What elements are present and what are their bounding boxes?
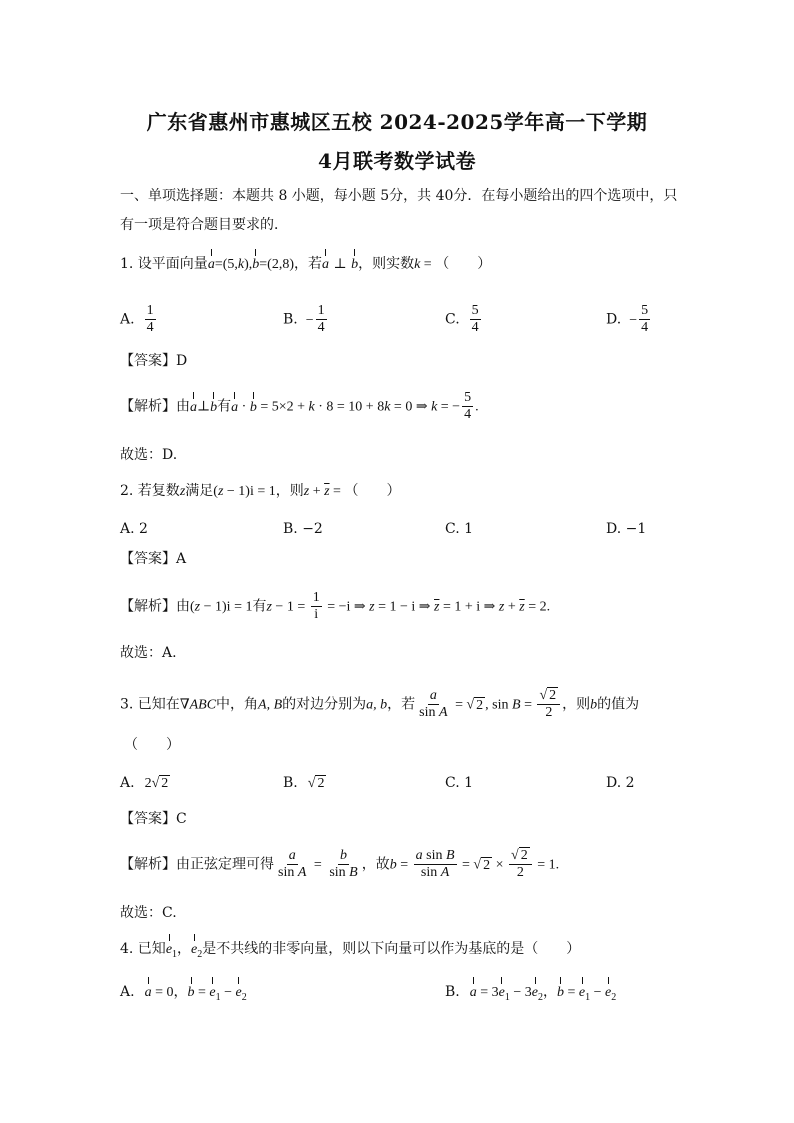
q1-mid2: ，则实数 (358, 256, 415, 272)
q1-answer: 【答案】D (120, 353, 188, 369)
q2-analysis: 【解析】由(z − 1)i = 1有z − 1 = $\frac{1}{i}$ = −i ⇒ z = 1 − i ⇒ $\overline{z} = 1 + i$ ⇒ $z + \overline{z} = 2$. (120, 590, 551, 622)
q2-option-d: D. −1 (606, 521, 647, 537)
section-intro-line2: 有一项是符合题目要求的． (120, 217, 288, 233)
q1-analysis: 【解析】由a⊥b有a · b = 5×2 + k · 8 = 10 + 8k = 0 ⇒ k = − $\frac{5}{4}$ . (120, 390, 479, 422)
q1-option-b: B. − $\frac{1}{4}$ (283, 303, 325, 335)
q1-option-c: C. $\frac{5}{4}$ (445, 303, 479, 335)
q4-option-a: A. a = 0，$b = e_1 - e_2$ (120, 984, 247, 1003)
q2-option-b: B. −2 (283, 521, 323, 537)
section-intro-line1: 一、单项选择题：本题共 8 小题，每小题 5分，共 40分．在每小题给出的四个选项中，只 (120, 188, 678, 204)
q3-option-a: A. 2√ 2 (120, 775, 169, 791)
question-3-stem: 3. 已知在∇ABC中，角A, B的对边分别为a, b，若 $\frac{a}{\text{sin A}}$ = √ 2 , sin B = $\frac{√ 2}{2}$ ，则b的值为 (120, 688, 640, 720)
q3-conclusion: 故选：C. (120, 905, 177, 921)
q1-lead: 1. 设平面向量 (120, 256, 208, 272)
q3-paren: （ ） (124, 737, 180, 753)
q1-mid1: ，若 (294, 256, 322, 272)
question-4-stem: 4. 已知$e_1$，$e_2$是不共线的非零向量，则以下向量可以作为基底的是（ ） (120, 941, 581, 960)
q2-option-a: A. 2 (120, 521, 148, 537)
q1-option-d: D. − $\frac{5}{4}$ (606, 303, 649, 335)
q4-option-b: B. $a = 3e_1 - 3e_2$，$b = e_1 - e_2$ (445, 984, 617, 1003)
q1-paren: （ ） (435, 256, 492, 272)
paper-title-line1: 广东省惠州市惠城区五校 2024-2025学年高一下学期 (146, 110, 648, 134)
question-2-stem: 2. 若复数z满足(z − 1)i = 1，则$z + \overline{z}$ = （ ） (120, 483, 401, 499)
q2-answer: 【答案】A (120, 551, 187, 567)
q3-analysis: 【解析】由正弦定理可得 $\frac{a}{\text{sin A}}$ = $\frac{b}{\text{sin B}}$ ，故b = $\frac{\text{a sin B}}{\text{sin A}}$ = √ 2 × $\frac{√ 2}{2}$ = 1. (120, 848, 560, 880)
q3-option-c: C. 1 (445, 775, 474, 791)
paper-title-line2: 4月联考数学试卷 (318, 149, 476, 173)
q3-option-d: D. 2 (606, 775, 635, 791)
question-1-stem: 1. 设平面向量a=(5,k),b=(2,8)，若a ⊥ b，则实数k = （ ） (120, 254, 491, 275)
q3-answer: 【答案】C (120, 811, 187, 827)
q2-conclusion: 故选：A. (120, 645, 177, 661)
q2-option-c: C. 1 (445, 521, 474, 537)
q1-option-a: A. $\frac{1}{4}$ (120, 303, 154, 335)
q3-option-b: B. √ 2 (283, 775, 325, 791)
q1-conclusion: 故选：D. (120, 447, 178, 463)
